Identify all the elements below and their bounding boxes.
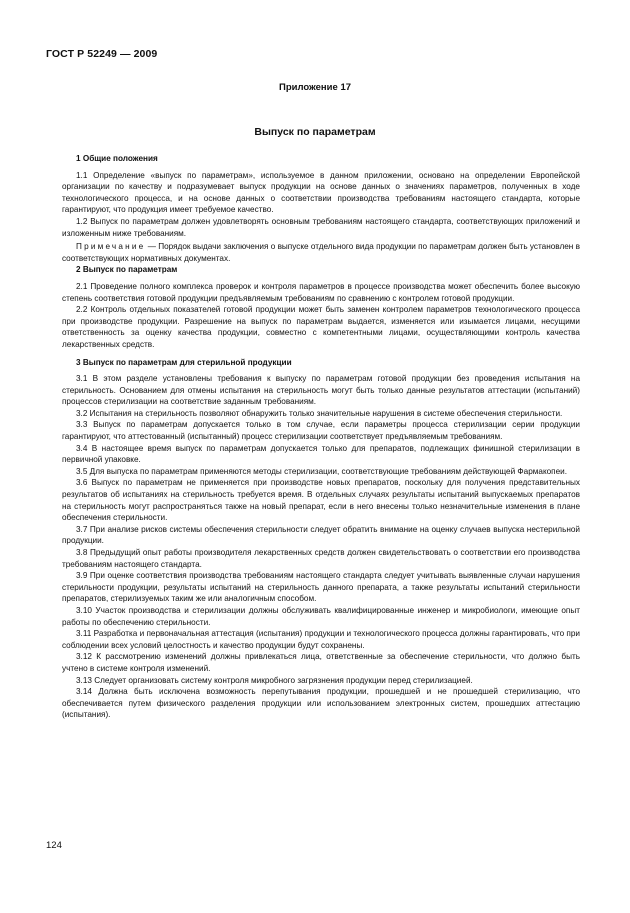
paragraph: 3.8 Предыдущий опыт работы производителя лекарственных средств должен свидетельствовать о соответствии его производства требованиям настоящего стандарта. [62, 548, 580, 569]
section-heading: 2 Выпуск по параметрам [76, 265, 178, 275]
note-text: — Порядок выдачи заключения о выпуске отдельного вида продукции по параметрам должен быть установлен в соответствующих нормативных документах. [62, 242, 580, 263]
paragraph: 2.1 Проведение полного комплекса проверок и контроля параметров в процессе производства может обеспечить более высокую степень соответствия готовой продукции предъявляемым требованиям по сравнению с контролем готовой продукции. [62, 281, 580, 303]
paragraph: 3.4 В настоящее время выпуск по параметрам допускается только для препаратов, подлежащих финишной стерилизации в первичной упаковке. [62, 443, 580, 465]
paragraph: 3.12 К рассмотрению изменений должны привлекаться лица, ответственные за обеспечение стерильности, что должно быть учтено в системе контроля изменений. [62, 652, 580, 673]
note [62, 241, 580, 264]
document-body [62, 153, 580, 721]
page-title: Выпуск по параметрам [254, 126, 376, 138]
paragraph: 3.14 Должна быть исключена возможность перепутывания продукции, прошедшей и не прошедшей стерилизацию, что обеспечивается путем физического разделения продукции или использованием электронных систем, прошедших аттестацию (испытания). [62, 687, 580, 720]
paragraph: 3.6 Выпуск по параметрам не применяется при производстве новых препаратов, поскольку для получения представительных результатов об испытаниях на стерильность требуется время. В отдельных случаях результаты испытаний выпускаемых препаратов на стерильность могут распространяться также на новый препарат, если в него внесены только незначительные изменения в плане обеспечения стерильности. [62, 478, 580, 523]
appendix-label: Приложение 17 [278, 82, 352, 93]
note-lead: Примечание [76, 242, 146, 252]
section-heading: 1 Общие положения [76, 154, 158, 163]
paragraph: 3.3 Выпуск по параметрам допускается только в том случае, если параметры процесса стерилизации серии продукции гарантируют, что аттестованный (испытанный) процесс стерилизации соответствует предъявляемым требованиям. [62, 420, 580, 442]
paragraph: 3.1 В этом разделе установлены требования к выпуску по параметрам готовой продукции без проведения испытания на стерильность. Основанием для отмены испытания на стерильность могут быть только данные результатов аттестации (испытаний) процессов стерилизации на соответствие заданным требованиям. [62, 374, 580, 407]
standard-header: ГОСТ Р 52249 — 2009 [46, 48, 158, 60]
paragraph: 3.7 При анализе рисков системы обеспечения стерильности следует обратить внимание на оценку случаев выпуска нестерильной продукции. [62, 524, 580, 546]
paragraph: 3.11 Разработка и первоначальная аттестация (испытания) продукции и технологического процесса должны гарантировать, что при соблюдении всех условий целостность и качество продукции будут сохранены. [62, 629, 580, 650]
paragraph: 3.9 При оценке соответствия производства требованиям настоящего стандарта следует учитывать выявленные случаи нарушения стерильности продукции, результаты испытаний на стерильность данного препарата, а также результаты испытаний стерильности препаратов, стерилизуемых таким же или аналогичным способом. [62, 571, 580, 604]
paragraph: 3.13 Следует организовать систему контроля микробного загрязнения продукции перед стерилизацией. [76, 675, 473, 685]
section-heading: 3 Выпуск по параметрам для стерильной продукции [76, 357, 292, 367]
paragraph: 3.2 Испытания на стерильность позволяют обнаружить только значительные нарушения в системе обеспечения стерильности. [76, 408, 563, 418]
page-number: 124 [46, 840, 62, 851]
paragraph: 1.2 Выпуск по параметрам должен удовлетворять основным требованиям настоящего стандарта, соответствующих приложений и изложенным ниже требованиям. [62, 216, 580, 238]
paragraph: 1.1 Определение «выпуск по параметрам», используемое в данном приложении, основано на определении Европейской организации по качеству и подразумевает выпуск продукции на основе данных о значениях параметров, полученных в ходе технологического процесса, и на основе данных о соответствии производства требованиям настоящего стандарта, которые гарантируют, что продукция имеет требуемое качество. [62, 170, 580, 215]
paragraph: 3.10 Участок производства и стерилизации должны обслуживать квалифицированные инженер и микробиологи, имеющие опыт работы по обеспечению стерильности. [62, 605, 580, 627]
paragraph: 3.5 Для выпуска по параметрам применяются методы стерилизации, соответствующие требованиям действующей Фармакопеи. [76, 466, 568, 476]
paragraph: 2.2 Контроль отдельных показателей готовой продукции может быть заменен контролем параметров технологического процесса при производстве продукции. Разрешение на выпуск по параметрам выдается, изменяется или изымается лицами, несущими ответственность за оценку качества продукции, совместно с компетентными лицами, осуществляющими контроль качества лекарственных средств. [62, 305, 580, 349]
